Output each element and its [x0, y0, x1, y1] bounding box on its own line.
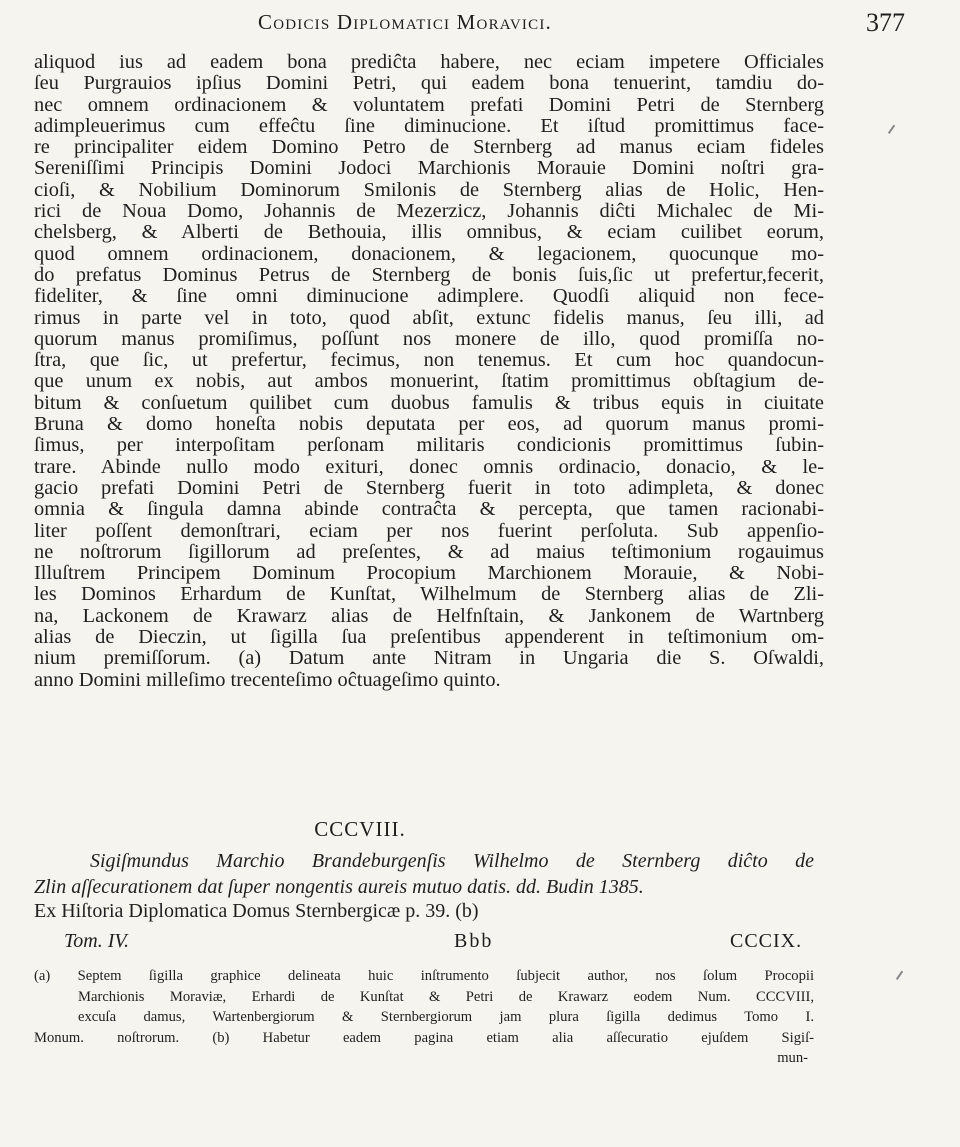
text-line: quod omnem ordinacionem, donacionem, & legacionem, quocunque mo-	[34, 242, 824, 265]
text-line: do prefatus Dominus Petrus de Sternberg de bonis ſuis,ſic ut prefertur,fecerit,	[34, 263, 824, 286]
text-line: rimus in parte vel in toto, quod abſit, extunc fidelis manus, ſeu illi, ad	[34, 306, 824, 329]
tome-label: Tom. IV.	[64, 930, 130, 952]
text-line: que unum ex nobis, aut ambos monuerint, ſtatim promittimus obſtagium de-	[34, 370, 824, 393]
text-line: re principaliter eidem Domino Petro de Sternberg ad manus eciam fideles	[34, 136, 824, 159]
footnotes	[34, 966, 814, 1069]
printer-signature: Bbb	[454, 930, 494, 952]
text-line: ſtra, que ſic, ut prefertur, fecimus, non tenemus. Et cum hoc quandocun-	[34, 349, 824, 372]
text-line: anno Domini milleſimo trecenteſimo oĉtuageſimo quinto.	[34, 668, 501, 691]
text-line: aliquod ius ad eadem bona prediĉta habere, nec eciam impetere Officiales	[34, 51, 824, 73]
text-line: nec omnem ordinacionem & voluntatem prefati Domini Petri de Sternberg	[34, 93, 824, 116]
footnote-line: mun-	[777, 1050, 808, 1067]
running-head	[0, 4, 960, 40]
regest-line: Zlin aſſecurationem dat ſuper nongentis aureis mutuo datis. dd. Budin 1385.	[34, 876, 644, 898]
text-line: Illuſtrem Principem Dominum Procopium Marchionem Morauie, & Nobi-	[34, 562, 824, 585]
footnote-line: Monum. noſtrorum. (b) Habetur eadem pagina etiam alia aſſecuratio ejuſdem Sigiſ-	[34, 1029, 814, 1046]
text-line: quorum manus promiſimus, poſſunt nos monere de illo, quod promiſſa no-	[34, 327, 824, 350]
document-number: CCCVIII.	[314, 817, 406, 841]
next-document-number: CCCIX.	[730, 930, 803, 952]
text-line: alias de Dieczin, ut ſigilla ſua preſentibus appenderent in teſtimonium om-	[34, 626, 824, 649]
text-line: ſimus, per interpoſitam perſonam militaris condicionis promittimus ſubin-	[34, 434, 824, 457]
page-number: 377	[866, 8, 905, 37]
text-line: rici de Noua Domo, Johannis de Mezerzicz, Johannis diĉti Michalec de Mi-	[34, 200, 824, 223]
text-line: omnia & ſingula damna abinde contraĉta & percepta, que tamen racionabi-	[34, 498, 824, 521]
text-line: ſeu Purgrauios ipſius Domini Petri, qui eadem bona tenuerint, tamdiu do-	[34, 72, 824, 95]
text-line: fideliter, & ſine omni diminucione adimplere. Quodſi aliquid non fece-	[34, 285, 824, 308]
footnote-line: (a) Septem ſigilla graphice delineata huic inſtrumento ſubjecit author, nos ſolum Procopii	[34, 968, 814, 984]
text-line: ne noſtrorum ſigillorum ad preſentes, & ad maius teſtimonium rogauimus	[34, 540, 824, 563]
text-line: bitum & conſuetum quilibet cum duobus famulis & tribus equis in ciuitate	[34, 391, 824, 414]
text-line: Sereniſſimi Principis Domini Jodoci Marchionis Morauie Domini noſtri gra-	[34, 157, 824, 180]
text-line: les Dominos Erhardum de Kunſtat, Wilhelmum de Sternberg alias de Zli-	[34, 583, 824, 606]
footnote-line: excuſa damus, Wartenbergiorum & Sternbergiorum jam plura ſigilla dedimus Tomo I.	[78, 1009, 814, 1026]
running-title: Codicis Diplomatici Moravici.	[258, 10, 552, 34]
text-line: liter poſſent demonſtrari, eciam per nos fuerint perſoluta. Sub appenſio-	[34, 519, 824, 542]
text-line: trare. Abinde nullo modo exituri, donec omnis ordinacio, donacio, & le-	[34, 455, 824, 478]
regest	[34, 848, 814, 900]
text-line: na, Lackonem de Krawarz alias de Helfnſtain, & Jankonem de Wartnberg	[34, 604, 824, 627]
text-line: nium premiſſorum. (a) Datum ante Nitram in Ungaria die S. Oſwaldi,	[34, 647, 824, 670]
regest-line: Sigiſmundus Marchio Brandeburgenſis Wilhelmo de Sternberg diĉto de	[90, 850, 814, 872]
text-line: cioſi, & Nobilium Dominorum Smilonis de Sternberg alias de Holic, Hen-	[34, 178, 824, 201]
page-footer	[34, 930, 814, 958]
margin-mark	[888, 125, 900, 138]
text-line: chelsberg, & Alberti de Bethouia, illis omnibus, & eciam cuilibet eorum,	[34, 221, 824, 244]
margin-mark	[896, 971, 908, 984]
text-line: Bruna & domo honeſta nobis deputata per eos, ad quorum manus promi-	[34, 413, 824, 436]
source-citation: Ex Hiſtoria Diplomatica Domus Sternbergicæ p. 39. (b)	[34, 900, 479, 922]
text-line: gacio prefati Domini Petri de Sternberg fuerit in toto adimpleta, & donec	[34, 476, 824, 499]
footnote-line: Marchionis Moraviæ, Erhardi de Kunſtat & Petri de Krawarz eodem Num. CCCVIII,	[78, 988, 814, 1005]
charter-text	[34, 52, 824, 691]
text-line: adimpleuerimus cum effeĉtu ſine diminucione. Et iſtud promittimus face-	[34, 114, 824, 137]
